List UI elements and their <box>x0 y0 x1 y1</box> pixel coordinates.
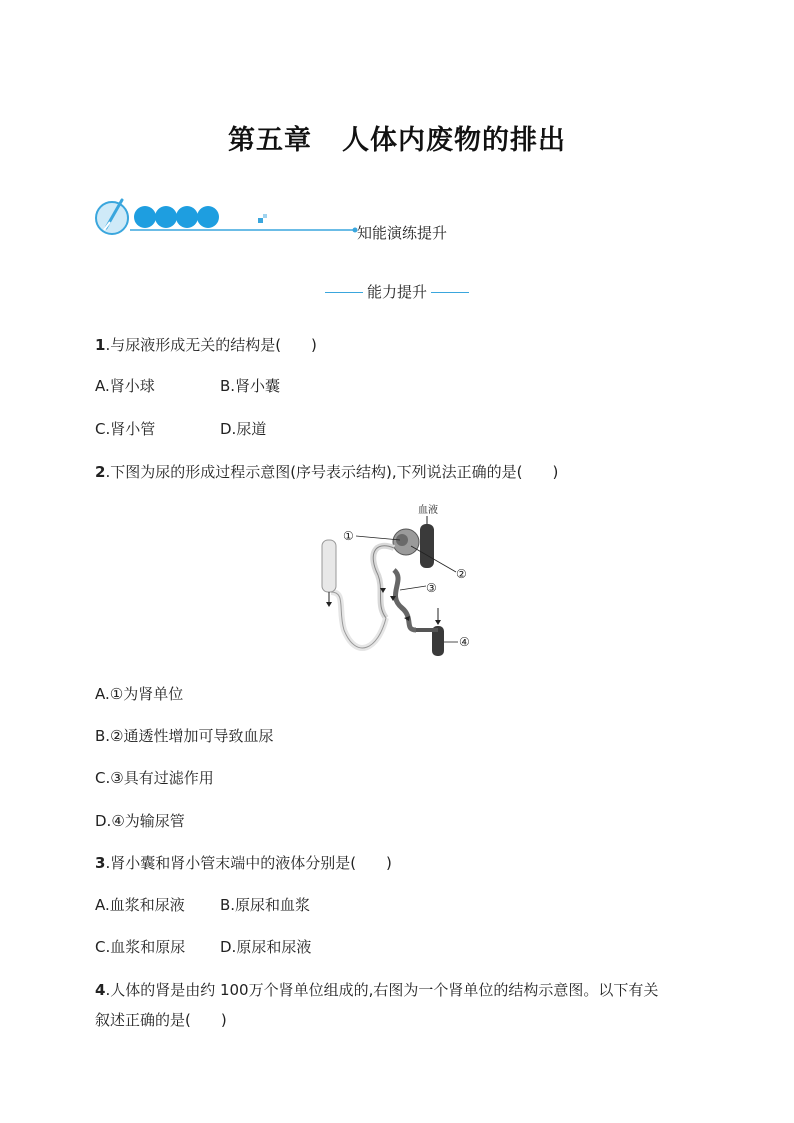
option-c: C.③具有过滤作用 <box>95 769 214 787</box>
chapter-number: 第五章 <box>228 125 312 156</box>
marker-3: ③ <box>426 581 437 595</box>
page-title <box>0 118 794 157</box>
section-rule-right <box>431 292 469 293</box>
question-number: 3 <box>95 854 106 872</box>
urine-formation-diagram <box>316 500 476 665</box>
section-label: 能力提升 <box>366 283 427 301</box>
question-number: 2 <box>95 463 106 481</box>
section-heading <box>0 281 794 302</box>
question-number: 4 <box>95 981 106 999</box>
marker-2: ② <box>456 567 467 581</box>
option-a: A.①为肾单位 <box>95 685 184 703</box>
banner-label: 知能演练提升 <box>357 224 448 242</box>
option-b: B.②通透性增加可导致血尿 <box>95 727 274 745</box>
question-3-stem: 3.肾小囊和肾小管末端中的液体分别是( ) <box>95 854 392 872</box>
option-d: D.原尿和尿液 <box>220 938 312 956</box>
option-d: D.④为输尿管 <box>95 812 185 830</box>
question-4-stem: 4.人体的肾是由约 100万个肾单位组成的,右图为一个肾单位的结构示意图。以下有关 <box>95 981 659 999</box>
chapter-title: 人体内废物的排出 <box>342 125 566 156</box>
option-a: A.血浆和尿液 <box>95 896 185 914</box>
question-1-stem: 1.与尿液形成无关的结构是( ) <box>95 336 317 354</box>
option-b: B.原尿和血浆 <box>220 896 311 914</box>
question-number: 1 <box>95 336 106 354</box>
option-d: D.尿道 <box>220 420 267 438</box>
option-c: C.血浆和原尿 <box>95 938 186 956</box>
option-c: C.肾小管 <box>95 420 156 438</box>
marker-1: ① <box>343 529 354 543</box>
option-b: B.肾小囊 <box>220 377 281 395</box>
section-rule-left <box>325 292 363 293</box>
marker-4: ④ <box>459 635 470 649</box>
option-a: A.肾小球 <box>95 377 155 395</box>
question-2-stem: 2.下图为尿的形成过程示意图(序号表示结构),下列说法正确的是( ) <box>95 463 559 481</box>
question-4-stem-cont: 叙述正确的是( ) <box>95 1011 227 1029</box>
label-blood: 血液 <box>418 505 438 516</box>
